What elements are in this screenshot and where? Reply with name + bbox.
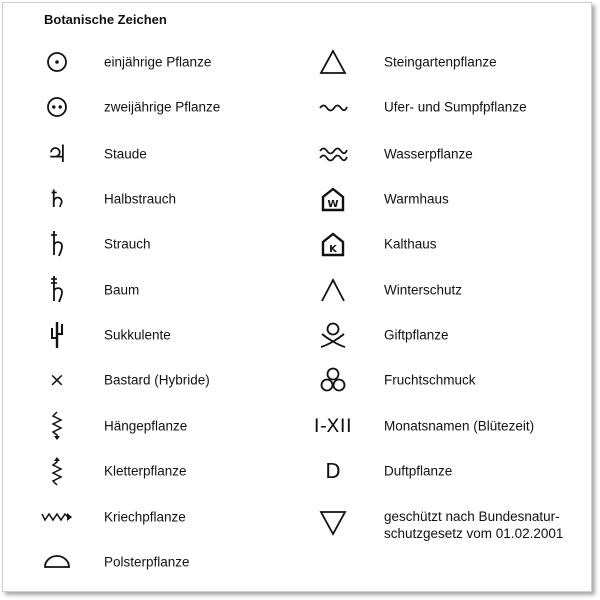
legend-label: Steingartenpflanze — [384, 54, 497, 70]
legend-label: Fruchtschmuck — [384, 372, 476, 388]
legend-label: Halbstrauch — [104, 191, 177, 207]
legend-label-line1: geschützt nach Bundesnatur- — [384, 509, 560, 524]
legend-label-multiline — [384, 508, 563, 542]
cross-x-icon — [37, 365, 77, 395]
three-circles-icon — [313, 365, 353, 395]
legend-label: Giftpflanze — [384, 327, 449, 343]
circle-two-dots-icon — [37, 92, 77, 122]
legend-label: Ufer- und Sumpfpflanze — [384, 99, 527, 115]
legend-label: Baum — [104, 282, 140, 298]
triangle-icon — [313, 47, 353, 77]
creeping-zigzag-icon — [37, 502, 77, 532]
legend-label: Sukkulente — [104, 327, 171, 343]
house-w-icon — [313, 184, 353, 214]
legend-label: Hängepflanze — [104, 418, 188, 434]
legend-label: Warmhaus — [384, 191, 449, 207]
jupiter-symbol-icon — [37, 139, 77, 169]
legend-label: Polsterpflanze — [104, 554, 190, 570]
inverted-triangle-icon — [313, 508, 353, 538]
house-k-letter: K — [329, 244, 337, 255]
legend-label: Winterschutz — [384, 282, 463, 298]
legend-label: Wasserpflanze — [384, 146, 473, 162]
legend-label-line2: schutzgesetz vom 01.02.2001 — [384, 526, 564, 541]
saturn-symbol-icon — [37, 184, 77, 214]
legend-label: Strauch — [104, 236, 151, 252]
saturn-cross-icon — [37, 229, 77, 259]
legend-label: Kalthaus — [384, 236, 437, 252]
legend-label: zweijährige Pflanze — [104, 99, 221, 115]
legend-label: Kriechpflanze — [104, 509, 186, 525]
cactus-icon — [37, 320, 77, 350]
jupiter-glyph: ♃ — [46, 140, 68, 168]
roman-glyph: I-XII — [313, 415, 353, 437]
single-wave-icon — [313, 92, 353, 122]
double-wave-icon — [313, 139, 353, 169]
sun-circle-dot-icon — [37, 47, 77, 77]
house-w-letter: W — [327, 199, 339, 210]
legend-label: Monatsnamen (Blütezeit) — [384, 418, 535, 434]
climbing-zigzag-icon — [37, 456, 77, 486]
cross-glyph: × — [49, 369, 65, 391]
saturn-glyph: ♄ — [46, 185, 68, 213]
legend-label: Bastard (Hybride) — [104, 372, 210, 388]
d-glyph: D — [325, 459, 341, 483]
hanging-zigzag-icon — [37, 411, 77, 441]
roman-numerals-icon — [313, 411, 353, 441]
caret-up-icon — [313, 275, 353, 305]
legend-label: Staude — [104, 146, 147, 162]
letter-d-icon — [313, 456, 353, 486]
page-title: Botanische Zeichen — [44, 12, 167, 27]
skull-crossbones-icon — [313, 320, 353, 350]
legend-label: einjährige Pflanze — [104, 54, 212, 70]
legend-label: Duftpflanze — [384, 463, 453, 479]
saturn-double-cross-icon — [37, 275, 77, 305]
house-k-icon — [313, 229, 353, 259]
half-circle-icon — [37, 547, 77, 577]
legend-card — [2, 2, 592, 592]
legend-label: Kletterpflanze — [104, 463, 187, 479]
